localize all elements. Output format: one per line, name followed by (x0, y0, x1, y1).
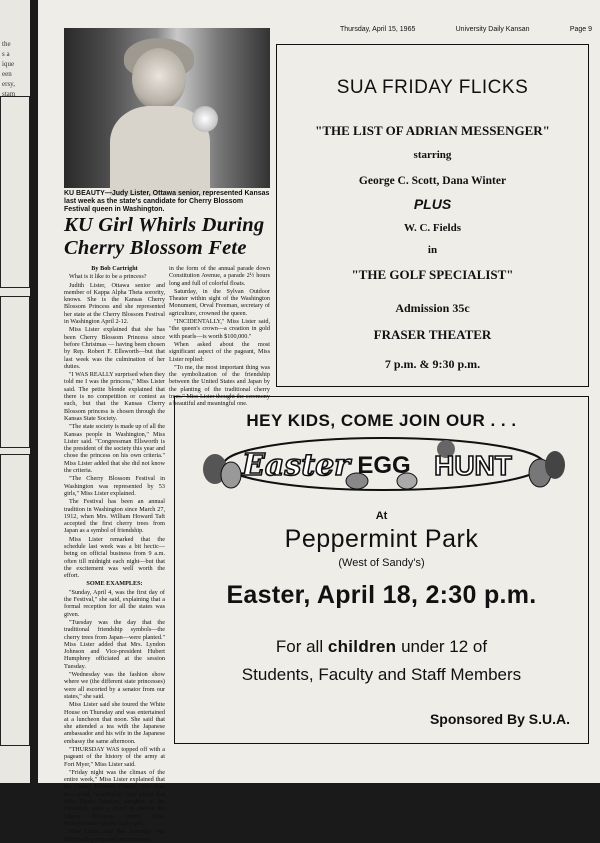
show-times: 7 p.m. & 9:30 p.m. (384, 357, 481, 371)
prev-text-fragment: stam (2, 90, 16, 98)
egg-hunt-banner (201, 435, 567, 493)
film-star-2: W. C. Fields (403, 222, 462, 234)
photo-caption: KU BEAUTY—Judy Lister, Ottawa senior, represented Kansas last week as the state's candidate for Cherry Blossom Festival queen in Washington. (64, 190, 270, 213)
eligibility-groups: Students, Faculty and Staff Members (241, 665, 522, 684)
paragraph: Saturday, in the Sylvan Outdoor Theater within sight of the Washington Monument, Orval Freeman, secretary of agriculture, crowned the queen. (169, 287, 270, 317)
paragraph: in the form of the annual parade down Constitution Avenue, a parade 2½ hours long and full of colorful floats. (169, 265, 270, 287)
banner-word: Easter (242, 448, 350, 483)
paragraph: The Festival has been an annual tradition in Washington since March 27, 1912, when Mrs. William Howard Taft accepted the first cherry trees from Japan as a symbol of friendship. (64, 498, 165, 535)
header-date: Thursday, April 15, 1965 (340, 26, 416, 33)
paragraph: Miss Lister said she toured the White House on Thursday and was entertained at a luncheon that noon. She said that she attended a tea with the Japanese ambassador and his wife in the Japanese embassy the same afternoon. (64, 701, 165, 745)
paragraph: "Friday night was the climax of the entire week," Miss Lister explained that the Cherry Blossom Festival Ball was, in a word, "wonderful." She added that Miss Lynda Johnson, daughter of the President, spun a wheel to choose the Cherry Blossom Queen. Miss Pennsylvania was the lucky girl. (64, 768, 165, 827)
paragraph: "To me, the most important thing was the symbolization of the friendship between the United States and Japan by the planting of the traditional cherry trees." Miss Lister thought the ceremony a beautiful and meaningful one. (169, 363, 270, 408)
prev-text-fragment: een (2, 70, 12, 78)
banner-word: HUNT (434, 450, 512, 481)
paragraph: What is it like to be a princess? (69, 273, 147, 281)
paragraph: "The state society is made up of all the Kansas people in Washington," Miss Lister said. "Congressman Ellsworth is the president of the society this year and chose the princess on his own criteria." Miss Lister added that she did not know the criteria. (64, 423, 165, 475)
theater-name: FRASER THEATER (373, 327, 492, 342)
prev-ad-box (0, 296, 30, 448)
sponsor-line: Sponsored By S.U.A. (429, 711, 570, 727)
photo-face (132, 48, 186, 110)
prev-ad-box (0, 454, 30, 746)
ad-title: SUA FRIDAY FLICKS (336, 77, 529, 98)
admission-price: Admission 35c (395, 301, 470, 315)
sua-flicks-ad (276, 44, 589, 387)
banner-word: EGG (357, 452, 411, 479)
article-byline: By Bob Cartright (91, 265, 138, 272)
eligibility-line (175, 637, 588, 657)
subheading: SOME EXAMPLES: (86, 580, 143, 588)
location-note: (West of Sandy's) (338, 557, 425, 569)
ad-tagline: HEY KIDS, COME JOIN OUR . . . (246, 411, 517, 430)
event-location: Peppermint Park (284, 525, 479, 553)
article-headline: KU Girl Whirls During Cherry Blossom Fete (64, 214, 265, 259)
paragraph: "THURSDAY WAS topped off with a pageant of the history of the army at Fort Myer," Miss Lister said. (64, 746, 165, 768)
article-column-1 (64, 265, 165, 843)
header-page-number: Page 9 (569, 26, 592, 33)
article-column-2 (169, 265, 270, 408)
paragraph: "INCIDENTALLY," Miss Lister said, "the queen's crown—a creation in gold with pearls—is worth $100,000." (169, 318, 270, 340)
eligibility-pre: For all (275, 637, 328, 656)
paragraph: Miss Lister said that Saturday was filled with pomp and circumstance (64, 828, 165, 843)
prev-ad-box (0, 96, 30, 288)
prev-text-fragment: the (2, 40, 11, 48)
page-header (340, 26, 592, 33)
event-date: Easter, April 18, 2:30 p.m. (226, 581, 537, 609)
film-title-1: "THE LIST OF ADRIAN MESSENGER" (315, 123, 550, 138)
prev-text-fragment: s a (2, 50, 10, 58)
film-title-2: "THE GOLF SPECIALIST" (351, 267, 514, 282)
prev-text-fragment: ersy, (2, 80, 15, 88)
photo-corsage (192, 106, 218, 132)
paragraph: "Sunday, April 4, was the first day of the Festival," she said, explaining that a formal reception for all the states was given. (64, 588, 165, 618)
paragraph: "Wednesday was the fashion show where we (the different state princesses) were all escorted by a senator from our states," she said. (64, 671, 165, 700)
starring-label: starring (413, 149, 452, 161)
egg-icon (545, 451, 565, 479)
paragraph: "I WAS REALLY surprised when they told me I was the princess," Miss Lister said. The petite blonde explained that there is no competition or contest as such, but that the Kansas Cherry Blossom princess is chosen through the Kansas State Society. (64, 371, 165, 422)
portrait-photo (64, 28, 270, 188)
plus-label: PLUS (413, 196, 452, 212)
egg-icon (221, 462, 241, 488)
eligibility-emphasis: children (327, 637, 397, 656)
paragraph: Miss Lister remarked that the schedule last week was a bit hectic—being on official business from 9 a.m. often till midnight each night—but that the excitement was well worth the effort. (64, 535, 165, 580)
at-label: At (375, 510, 388, 522)
easter-egg-hunt-ad (174, 396, 589, 744)
paragraph: "The Cherry Blossom Festival in Washington was represented by 53 girls," Miss Lister explained. (64, 475, 165, 497)
in-label: in (427, 244, 438, 256)
paragraph: Judith Lister, Ottawa senior and member of Kappa Alpha Theta sorority, knows. She is the Kansas Cherry Blossom Princess and she represented her state at the Cherry Blossom Festival in Washington April 2-12. (64, 281, 165, 326)
paragraph: "Tuesday was the day that the traditional friendship symbols—the cherry trees from Japan—were planted." Miss Lister added that Mrs. Lyndon Johnson and Vice-president Hubert Humphrey officiated at the session Tuesday. (64, 618, 165, 670)
prev-text-fragment: ique (2, 60, 15, 68)
paragraph: When asked about the most significant aspect of the pageant, Miss Lister replied: (169, 340, 270, 363)
eligibility-post: under 12 of (396, 637, 488, 656)
paragraph: Miss Lister explained that she has been Cherry Blossom Princess since before Christmas — having been chosen by Rep. Robert F. Ellsworth—but that last week was the culmination of her duties. (64, 326, 165, 370)
film-stars: George C. Scott, Dana Winter (358, 175, 507, 187)
header-paper-name: University Daily Kansan (455, 26, 530, 33)
previous-page-edge (0, 0, 30, 783)
